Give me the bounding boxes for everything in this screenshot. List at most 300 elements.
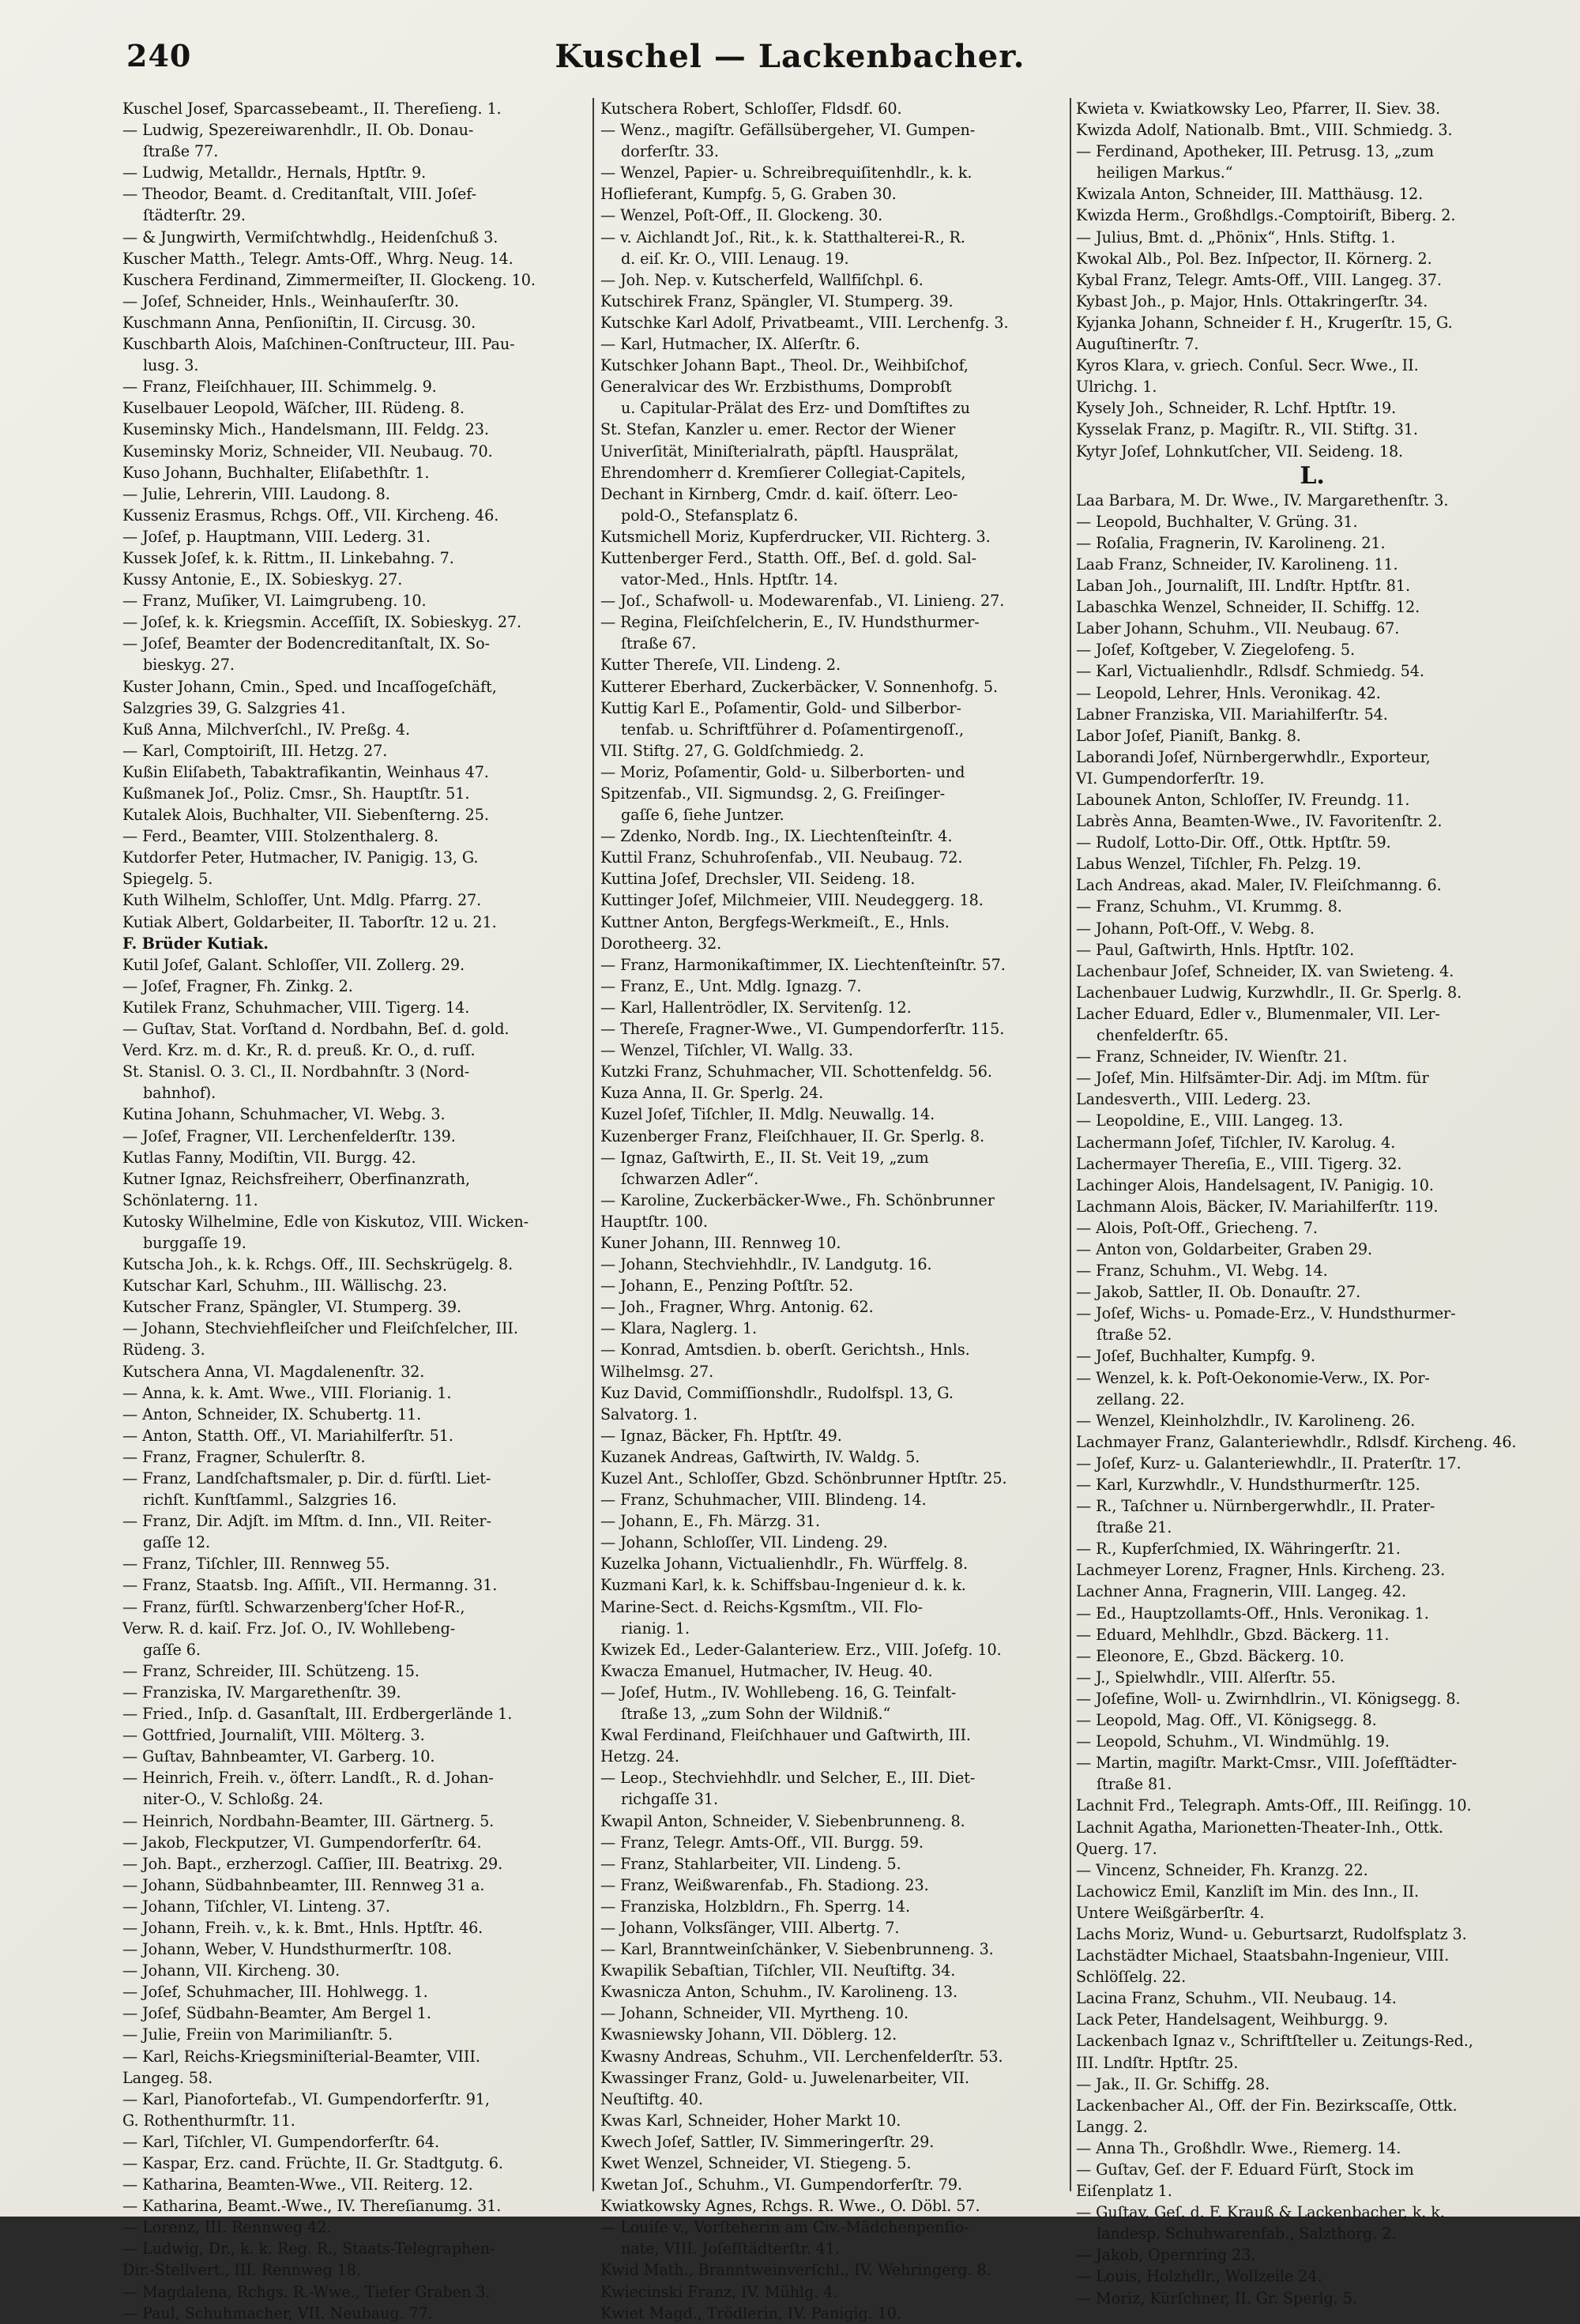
directory-entry: — Jakob, Fleckputzer, VI. Gumpendorferſtr. 64. bbox=[122, 1833, 482, 1852]
directory-entry: Kwacza Emanuel, Hutmacher, IV. Heug. 40. bbox=[600, 1661, 933, 1680]
directory-entry: — Leopold, Schuhm., VI. Windmühlg. 19. bbox=[1076, 1732, 1390, 1751]
directory-entry: — Moriz, Kürſchner, II. Gr. Sperlg. 5. bbox=[1076, 2288, 1357, 2307]
directory-entry: — Rudolf, Lotto-Dir. Off., Ottk. Hptſtr. 59. bbox=[1076, 833, 1391, 852]
directory-entry: Kutner Ignaz, Reichsfreiherr, Oberfinanzrath, bbox=[122, 1169, 471, 1188]
directory-entry: — Roſalia, Fragnerin, IV. Karolineng. 21. bbox=[1076, 533, 1386, 552]
directory-entry: Kußmanek Joſ., Poliz. Cmsr., Sh. Hauptſtr. 51. bbox=[122, 784, 470, 803]
directory-entry: Kuzanek Andreas, Gaſtwirth, IV. Waldg. 5. bbox=[600, 1447, 920, 1466]
directory-entry: — Joſef, Wichs- u. Pomade-Erz., V. Hundsthurmer- bbox=[1076, 1304, 1456, 1323]
directory-entry: — Joſef, Kurz- u. Galanteriewhdlr., II. Praterſtr. 17. bbox=[1076, 1453, 1462, 1472]
directory-entry: Spiegelg. 5. bbox=[122, 870, 213, 889]
directory-entry: Kuttil Franz, Schuhroſenfab., VII. Neubaug. 72. bbox=[600, 848, 963, 867]
directory-entry: Lacher Eduard, Edler v., Blumenmaler, VII. Ler- bbox=[1076, 1004, 1440, 1023]
directory-entry: — Franz, Tiſchler, III. Rennweg 55. bbox=[122, 1555, 390, 1574]
directory-entry: burggaſſe 19. bbox=[143, 1233, 246, 1252]
directory-entry: Kuzmani Karl, k. k. Schiffsbau-Ingenieur d. k. k. bbox=[600, 1576, 966, 1595]
column-1 bbox=[122, 98, 587, 2322]
directory-entry: Kwal Ferdinand, Fleiſchhauer und Gaſtwirth, III. bbox=[600, 1726, 971, 1745]
directory-entry: — Guſtav, Bahnbeamter, VI. Garberg. 10. bbox=[122, 1747, 435, 1766]
directory-entry: — Franz, Landſchaftsmaler, p. Dir. d. fürſtl. Liet- bbox=[122, 1469, 491, 1487]
directory-entry: — Karl, Hutmacher, IX. Alſerſtr. 6. bbox=[600, 335, 860, 354]
directory-entry: — Katharina, Beamten-Wwe., VII. Reiterg. 12. bbox=[122, 2175, 473, 2194]
directory-entry: Labaschka Wenzel, Schneider, II. Schiffg. 12. bbox=[1076, 598, 1420, 617]
directory-entry: — Franz, Muſiker, VI. Laimgrubeng. 10. bbox=[122, 592, 427, 611]
directory-entry: — Joh. Nep. v. Kutscherfeld, Wallfiſchpl. 6. bbox=[600, 270, 924, 289]
directory-entry: Hoflieferant, Kumpfg. 5, G. Graben 30. bbox=[600, 185, 897, 204]
directory-entry: Kutschke Karl Adolf, Privatbeamt., VIII. Lerchenfg. 3. bbox=[600, 313, 1009, 332]
directory-entry: — Louis, Holzhdlr., Wollzeile 24. bbox=[1076, 2267, 1322, 2286]
directory-entry: — Johann, Stechviehfleiſcher und Fleiſchſelcher, III. bbox=[122, 1319, 518, 1338]
directory-entry: — Karl, Tiſchler, VI. Gumpendorferſtr. 64. bbox=[122, 2132, 439, 2151]
directory-entry: Langg. 2. bbox=[1076, 2117, 1148, 2136]
directory-entry: ſtädterſtr. 29. bbox=[143, 206, 246, 225]
directory-entry: Laban Joh., Journaliſt, III. Lndſtr. Hptſtr. 81. bbox=[1076, 577, 1411, 596]
directory-entry: — Kaspar, Erz. cand. Früchte, II. Gr. Stadtgutg. 6. bbox=[122, 2154, 503, 2172]
directory-entry: gaſſe 12. bbox=[143, 1533, 210, 1552]
directory-entry: — Anton, Statth. Off., VI. Mariahilferſtr. 51. bbox=[122, 1426, 453, 1445]
directory-entry: Kutter Thereſe, VII. Lindeng. 2. bbox=[600, 656, 841, 675]
directory-entry: — Jakob, Sattler, II. Ob. Donauſtr. 27. bbox=[1076, 1283, 1361, 1302]
directory-entry: Kwizda Herm., Großhdlgs.-Comptoiriſt, Biberg. 2. bbox=[1076, 206, 1456, 225]
directory-entry: Kwiet Magd., Trödlerin, IV. Panigig. 10. bbox=[600, 2303, 901, 2322]
directory-entry: Kysely Joh., Schneider, R. Lchf. Hptſtr. 19. bbox=[1076, 399, 1397, 418]
directory-entry: L. bbox=[1300, 461, 1325, 490]
directory-entry: — Louiſe v., Vorſteherin am Civ.-Mädchenpenſio- bbox=[600, 2218, 969, 2237]
directory-entry: Kwizda Adolf, Nationalb. Bmt., VIII. Schmiedg. 3. bbox=[1076, 121, 1453, 140]
directory-entry: ſtraße 67. bbox=[621, 634, 697, 653]
directory-entry: — Anna, k. k. Amt. Wwe., VIII. Florianig. 1. bbox=[122, 1383, 452, 1402]
directory-entry: — Johann, Weber, V. Hundsthurmerſtr. 108. bbox=[122, 1940, 452, 1959]
directory-entry: — Ludwig, Spezereiwarenhdlr., II. Ob. Donau- bbox=[122, 121, 474, 140]
directory-entry: Kußin Eliſabeth, Tabaktrafikantin, Weinhaus 47. bbox=[122, 762, 489, 781]
directory-entry: Kuso Johann, Buchhalter, Eliſabethſtr. 1. bbox=[122, 463, 430, 482]
directory-entry: Kuseminsky Moriz, Schneider, VII. Neubaug. 70. bbox=[122, 442, 493, 461]
directory-entry: tenfab. u. Schriftführer d. Poſamentirgenoſſ., bbox=[621, 720, 964, 739]
directory-entry: Kuschera Ferdinand, Zimmermeiſter, II. Glockeng. 10. bbox=[122, 270, 536, 289]
directory-entry: — J., Spielwhdlr., VIII. Alſerſtr. 55. bbox=[1076, 1668, 1336, 1687]
directory-entry: Lachs Moriz, Wund- u. Geburtsarzt, Rudolfsplatz 3. bbox=[1076, 1924, 1467, 1943]
directory-entry: bahnhof). bbox=[143, 1084, 216, 1103]
directory-entry: Kwet Wenzel, Schneider, VI. Stiegeng. 5. bbox=[600, 2154, 912, 2172]
directory-entry: — Joſef, Min. Hilfsämter-Dir. Adj. im Mſtm. für bbox=[1076, 1069, 1429, 1088]
directory-entry: — Johann, VII. Kircheng. 30. bbox=[122, 1961, 340, 1980]
directory-entry: Kutilek Franz, Schuhmacher, VIII. Tigerg. 14. bbox=[122, 998, 470, 1017]
directory-entry: ſtraße 52. bbox=[1097, 1326, 1172, 1344]
directory-entry: — Karl, Pianofortefab., VI. Gumpendorferſtr. 91, bbox=[122, 2089, 490, 2108]
directory-entry: — Franz, Staatsb. Ing. Aſſiſt., VII. Hermanng. 31. bbox=[122, 1576, 498, 1595]
directory-entry: Lackenbach Ignaz v., Schriftſteller u. Zeitungs-Red., bbox=[1076, 2032, 1473, 2051]
directory-entry: — Gottfried, Journaliſt, VIII. Mölterg. 3. bbox=[122, 1726, 425, 1745]
directory-entry: St. Stanisl. O. 3. Cl., II. Nordbahnſtr. 3 (Nord- bbox=[122, 1062, 470, 1081]
directory-entry: — Joſ., Schafwoll- u. Modewarenfab., VI. Linieng. 27. bbox=[600, 592, 1005, 611]
directory-entry: — Moriz, Poſamentir, Gold- u. Silberborten- und bbox=[600, 762, 965, 781]
directory-entry: — Joſef, Beamter der Bodencreditanſtalt, IX. So- bbox=[122, 634, 490, 653]
directory-entry: — Franz, Schneider, IV. Wienſtr. 21. bbox=[1076, 1047, 1348, 1066]
directory-entry: — Wenzel, Kleinholzhdlr., IV. Karolineng. 26. bbox=[1076, 1411, 1416, 1430]
directory-entry: — Joſef, Hutm., IV. Wohllebeng. 16, G. Teinfalt- bbox=[600, 1683, 957, 1702]
directory-entry: — Paul, Gaſtwirth, Hnls. Hptſtr. 102. bbox=[1076, 940, 1355, 959]
directory-entry: Kutalek Alois, Buchhalter, VII. Siebenſterng. 25. bbox=[122, 806, 489, 825]
directory-entry: — Joſef, Schuhmacher, III. Hohlwegg. 1. bbox=[122, 1983, 428, 2002]
directory-entry: Salzgries 39, G. Salzgries 41. bbox=[122, 698, 346, 717]
directory-entry: — Fried., Inſp. d. Gasanſtalt, III. Erdbergerlände 1. bbox=[122, 1705, 513, 1724]
directory-entry: Kwiecinski Franz, IV. Mühlg. 4. bbox=[600, 2282, 838, 2301]
directory-entry: Hetzg. 24. bbox=[600, 1747, 679, 1766]
directory-entry: — Leopold, Buchhalter, V. Grüng. 31. bbox=[1076, 512, 1358, 531]
directory-entry: — Leop., Stechviehhdlr. und Selcher, E., III. Diet- bbox=[600, 1769, 976, 1788]
directory-entry: Langeg. 58. bbox=[122, 2068, 213, 2087]
directory-entry: Kuschbarth Alois, Maſchinen-Conſtructeur, III. Pau- bbox=[122, 335, 515, 354]
directory-entry: d. eiſ. Kr. O., VIII. Lenaug. 19. bbox=[621, 249, 849, 268]
directory-entry: Dechant in Kirnberg, Cmdr. d. kaiſ. öſterr. Leo- bbox=[600, 484, 958, 503]
directory-entry: — Ignaz, Gaſtwirth, E., II. St. Veit 19, „zum bbox=[600, 1148, 929, 1167]
directory-entry: — Konrad, Amtsdien. b. oberſt. Gerichtsh., Hnls. bbox=[600, 1341, 970, 1359]
directory-entry: Schönlaterng. 11. bbox=[122, 1190, 258, 1209]
directory-entry: Kwapilik Sebaſtian, Tiſchler, VII. Neuſtiftg. 34. bbox=[600, 1961, 956, 1980]
directory-entry: Lachner Anna, Fragnerin, VIII. Langeg. 42. bbox=[1076, 1582, 1407, 1601]
directory-entry: Kuzel Joſef, Tiſchler, II. Mdlg. Neuwallg. 14. bbox=[600, 1105, 935, 1124]
directory-entry: gaſſe 6, ſiehe Juntzer. bbox=[621, 806, 784, 825]
directory-entry: Landesverth., VIII. Lederg. 23. bbox=[1076, 1090, 1311, 1109]
directory-entry: — Leopoldine, E., VIII. Langeg. 13. bbox=[1076, 1111, 1344, 1130]
directory-entry: Kyjanka Johann, Schneider f. H., Krugerſtr. 15, G. bbox=[1076, 313, 1453, 332]
directory-entry: — Johann, E., Fh. Märzg. 31. bbox=[600, 1512, 820, 1531]
directory-entry: G. Rothenthurmſtr. 11. bbox=[122, 2111, 295, 2130]
directory-entry: Labounek Anton, Schloſſer, IV. Freundg. 11. bbox=[1076, 791, 1410, 809]
directory-entry: richſt. Kunſtſamml., Salzgries 16. bbox=[143, 1491, 397, 1510]
directory-entry: Kutscher Franz, Spängler, VI. Stumperg. 39. bbox=[122, 1298, 461, 1317]
directory-entry: — Karl, Branntweinſchänker, V. Siebenbrunneng. 3. bbox=[600, 1940, 994, 1959]
directory-entry: Querg. 17. bbox=[1076, 1839, 1157, 1858]
directory-entry: Kuscher Matth., Telegr. Amts-Off., Whrg. Neug. 14. bbox=[122, 249, 514, 268]
directory-entry: — Theodor, Beamt. d. Creditanſtalt, VIII. Joſef- bbox=[122, 185, 476, 204]
directory-entry: Lackenbacher Al., Off. der Fin. Bezirkscaſſe, Ottk. bbox=[1076, 2096, 1458, 2115]
directory-entry: ſchwarzen Adler“. bbox=[621, 1169, 759, 1188]
page-number: 240 bbox=[126, 38, 192, 73]
directory-entry: Labner Franziska, VII. Mariahilferſtr. 54. bbox=[1076, 705, 1388, 724]
directory-entry: Kutschera Robert, Schloſſer, Fldsdf. 60. bbox=[600, 100, 902, 118]
directory-entry: Kuzel Ant., Schloſſer, Gbzd. Schönbrunner Hptſtr. 25. bbox=[600, 1469, 1007, 1487]
directory-entry: — Katharina, Beamt.-Wwe., IV. Thereſianumg. 31. bbox=[122, 2197, 502, 2216]
directory-entry: bieskyg. 27. bbox=[143, 656, 235, 675]
directory-entry: Kuster Johann, Cmin., Sped. und Incaſſogeſchäft, bbox=[122, 677, 497, 696]
directory-entry: — Ferd., Beamter, VIII. Stolzenthalerg. 8. bbox=[122, 827, 438, 846]
column-divider bbox=[592, 98, 594, 2191]
directory-entry: — Heinrich, Nordbahn-Beamter, III. Gärtnerg. 5. bbox=[122, 1811, 495, 1830]
directory-entry: Lachmayer Franz, Galanteriewhdlr., Rdlsdf. Kircheng. 46. bbox=[1076, 1432, 1517, 1451]
directory-entry: — Franz, Fragner, Schulerſtr. 8. bbox=[122, 1447, 366, 1466]
directory-entry: Kuselbauer Leopold, Wäſcher, III. Rüdeng. 8. bbox=[122, 399, 465, 418]
directory-entry: — Julius, Bmt. d. „Phönix“, Hnls. Stiftg. 1. bbox=[1076, 228, 1396, 246]
directory-entry: — Franz, Schuhmacher, VIII. Blindeng. 14. bbox=[600, 1491, 927, 1510]
directory-entry: vator-Med., Hnls. Hptſtr. 14. bbox=[621, 570, 838, 589]
directory-entry: Kutiak Albert, Goldarbeiter, II. Taborſtr. 12 u. 21. bbox=[122, 912, 497, 931]
directory-entry: Univerſität, Miniſterialrath, päpſtl. Hausprälat, bbox=[600, 442, 959, 461]
directory-entry: — Julie, Lehrerin, VIII. Laudong. 8. bbox=[122, 484, 390, 503]
directory-entry: Lacina Franz, Schuhm., VII. Neubaug. 14. bbox=[1076, 1989, 1397, 2008]
directory-entry: — Joſef, k. k. Kriegsmin. Acceſſiſt, IX. Sobieskyg. 27. bbox=[122, 613, 522, 632]
directory-entry: — v. Aichlandt Joſ., Rit., k. k. Statthalterei-R., R. bbox=[600, 228, 965, 246]
directory-entry: — Guſtav, Geſ. der F. Eduard Fürſt, Stock im bbox=[1076, 2160, 1414, 2179]
directory-entry: lusg. 3. bbox=[143, 356, 199, 375]
directory-entry: — Franz, Harmonikaſtimmer, IX. Liechtenſteinſtr. 57. bbox=[600, 955, 1006, 974]
directory-entry: Kwasny Andreas, Schuhm., VII. Lerchenfelderſtr. 53. bbox=[600, 2047, 1003, 2066]
directory-entry: dorferſtr. 33. bbox=[621, 142, 719, 161]
directory-entry: — Ferdinand, Apotheker, III. Petrusg. 13, „zum bbox=[1076, 142, 1435, 161]
directory-entry: — Johann, Freih. v., k. k. Bmt., Hnls. Hptſtr. 46. bbox=[122, 1918, 483, 1937]
directory-entry: Kuzenberger Franz, Fleiſchhauer, II. Gr. Sperlg. 8. bbox=[600, 1126, 985, 1145]
directory-entry: Kuz David, Commiſſionshdlr., Rudolfspl. 13, G. bbox=[600, 1383, 954, 1402]
directory-entry: Kysselak Franz, p. Magiſtr. R., VII. Stiftg. 31. bbox=[1076, 420, 1418, 439]
directory-entry: — Anton, Schneider, IX. Schubertg. 11. bbox=[122, 1405, 422, 1423]
directory-entry: ſtraße 81. bbox=[1097, 1775, 1172, 1794]
directory-entry: — Franz, E., Unt. Mdlg. Ignazg. 7. bbox=[600, 976, 862, 995]
directory-entry: Lack Peter, Handelsagent, Weihburgg. 9. bbox=[1076, 2010, 1388, 2029]
directory-entry: Labor Joſef, Pianiſt, Bankg. 8. bbox=[1076, 726, 1301, 745]
directory-entry: — Guſtav, Geſ. d. F. Krauß & Lackenbacher, k. k. bbox=[1076, 2203, 1445, 2222]
directory-entry: — Franz, Schreider, III. Schützeng. 15. bbox=[122, 1661, 419, 1680]
directory-entry: — Franz, Telegr. Amts-Off., VII. Burgg. 59. bbox=[600, 1833, 924, 1852]
directory-entry: Kwapil Anton, Schneider, V. Siebenbrunneng. 8. bbox=[600, 1811, 965, 1830]
directory-entry: — Franz, fürſtl. Schwarzenberg'ſcher Hof-R., bbox=[122, 1597, 465, 1616]
directory-entry: Generalvicar des Wr. Erzbisthums, Domprobſt bbox=[600, 378, 952, 397]
directory-entry: — Joſef, p. Hauptmann, VIII. Lederg. 31. bbox=[122, 527, 431, 546]
directory-entry: Kuschel Josef, Sparcassebeamt., II. Thereſieng. 1. bbox=[122, 100, 502, 118]
directory-entry: Laborandi Joſef, Nürnbergerwhdlr., Exporteur, bbox=[1076, 747, 1431, 766]
directory-entry: — Joſef, Südbahn-Beamter, Am Bergel 1. bbox=[122, 2004, 431, 2023]
directory-entry: — Joſef, Fragner, Fh. Zinkg. 2. bbox=[122, 976, 353, 995]
directory-entry: Lachmann Alois, Bäcker, IV. Mariahilferſtr. 119. bbox=[1076, 1197, 1439, 1216]
directory-entry: — Eleonore, E., Gbzd. Bäckerg. 10. bbox=[1076, 1646, 1345, 1665]
directory-entry: Kuttenberger Ferd., Statth. Off., Beſ. d. gold. Sal- bbox=[600, 548, 977, 567]
directory-entry: — Joh. Bapt., erzherzogl. Caſſier, III. Beatrixg. 29. bbox=[122, 1854, 503, 1873]
directory-entry: — Franz, Weißwarenfab., Fh. Stadiong. 23. bbox=[600, 1875, 929, 1894]
directory-entry: — Karl, Victualienhdlr., Rdlsdf. Schmiedg. 54. bbox=[1076, 662, 1424, 681]
directory-entry: Lachenbaur Joſef, Schneider, IX. van Swieteng. 4. bbox=[1076, 961, 1454, 980]
directory-entry: — Martin, magiſtr. Markt-Cmsr., VIII. Joſefſtädter- bbox=[1076, 1754, 1457, 1773]
directory-entry: Kwieta v. Kwiatkowsky Leo, Pfarrer, II. Siev. 38. bbox=[1076, 100, 1440, 118]
directory-entry: — Franz, Fleiſchhauer, III. Schimmelg. 9. bbox=[122, 378, 437, 397]
directory-entry: Kuzelka Johann, Victualienhdlr., Fh. Würffelg. 8. bbox=[600, 1555, 968, 1574]
directory-entry: gaſſe 6. bbox=[143, 1640, 201, 1659]
directory-entry: — R., Taſchner u. Nürnbergerwhdlr., II. Prater- bbox=[1076, 1497, 1435, 1516]
directory-entry: Kuth Wilhelm, Schloſſer, Unt. Mdlg. Pfarrg. 27. bbox=[122, 891, 482, 910]
directory-entry: Kutlas Fanny, Modiſtin, VII. Burgg. 42. bbox=[122, 1148, 416, 1167]
directory-entry: Ulrichg. 1. bbox=[1076, 378, 1157, 397]
directory-entry: — Franz, Schuhm., VI. Krummg. 8. bbox=[1076, 897, 1342, 916]
directory-entry: — Joſef, Koſtgeber, V. Ziegelofeng. 5. bbox=[1076, 641, 1355, 660]
directory-entry: — Magdalena, Rchgs. R.-Wwe., Tiefer Graben 3. bbox=[122, 2282, 491, 2301]
directory-entry: Kussy Antonie, E., IX. Sobieskyg. 27. bbox=[122, 570, 403, 589]
directory-entry: VII. Stiftg. 27, G. Goldſchmiedg. 2. bbox=[600, 741, 864, 760]
directory-entry: Lach Andreas, akad. Maler, IV. Fleiſchmanng. 6. bbox=[1076, 876, 1442, 895]
directory-entry: ſtraße 21. bbox=[1097, 1518, 1172, 1537]
directory-entry: — Wenzel, k. k. Poſt-Oekonomie-Verw., IX. Por- bbox=[1076, 1368, 1430, 1387]
directory-entry: Kwasniewsky Johann, VII. Döblerg. 12. bbox=[600, 2025, 897, 2044]
directory-entry: Lachermayer Thereſia, E., VIII. Tigerg. 32. bbox=[1076, 1154, 1402, 1173]
directory-entry: — Ignaz, Bäcker, Fh. Hptſtr. 49. bbox=[600, 1426, 842, 1445]
directory-entry: richgaſſe 31. bbox=[621, 1790, 719, 1809]
directory-entry: Kutterer Eberhard, Zuckerbäcker, V. Sonnenhofg. 5. bbox=[600, 677, 999, 696]
directory-entry: — Paul, Schuhmacher, VII. Neubaug. 77. bbox=[122, 2303, 433, 2322]
column-2 bbox=[600, 98, 1066, 2322]
directory-entry: Kutzki Franz, Schuhmacher, VII. Schottenfeldg. 56. bbox=[600, 1062, 992, 1081]
directory-entry: Lachermann Joſef, Tiſchler, IV. Karolug. 4. bbox=[1076, 1133, 1396, 1152]
directory-entry: Kutil Joſef, Galant. Schloſſer, VII. Zollerg. 29. bbox=[122, 955, 465, 974]
directory-entry: — Johann, Schneider, VII. Myrtheng. 10. bbox=[600, 2004, 908, 2023]
directory-entry: Kutscha Joh., k. k. Rchgs. Off., III. Sechskrügelg. 8. bbox=[122, 1255, 514, 1274]
directory-entry: rianig. 1. bbox=[621, 1619, 690, 1638]
directory-entry: Kutina Johann, Schuhmacher, VI. Webg. 3. bbox=[122, 1105, 446, 1124]
directory-entry: — Anton von, Goldarbeiter, Graben 29. bbox=[1076, 1239, 1373, 1258]
directory-entry: Schlöſſelg. 22. bbox=[1076, 1968, 1187, 1987]
directory-entry: — & Jungwirth, Vermiſchtwhdlg., Heidenſchuß 3. bbox=[122, 228, 498, 246]
directory-entry: Kusseniz Erasmus, Rchgs. Off., VII. Kircheng. 46. bbox=[122, 506, 499, 525]
directory-entry: nate, VIII. Joſefſtädterſtr. 41. bbox=[621, 2239, 840, 2258]
directory-entry: — Heinrich, Freih. v., öſterr. Landſt., R. d. Johan- bbox=[122, 1769, 494, 1788]
directory-entry: — Wenzel, Tiſchler, VI. Wallg. 33. bbox=[600, 1041, 853, 1060]
directory-entry: Kutschker Johann Bapt., Theol. Dr., Weihbiſchof, bbox=[600, 356, 969, 375]
directory-entry: — Jakob, Opernring 23. bbox=[1076, 2246, 1256, 2265]
directory-entry: — Johann, Volksſänger, VIII. Albertg. 7. bbox=[600, 1918, 900, 1937]
directory-entry: Dir.-Stellvert., III. Rennweg 18. bbox=[122, 2261, 361, 2280]
directory-entry: Kuner Johann, III. Rennweg 10. bbox=[600, 1233, 841, 1252]
directory-entry: Lachstädter Michael, Staatsbahn-Ingenieur, VIII. bbox=[1076, 1946, 1450, 1965]
directory-entry: — Johann, Poſt-Off., V. Webg. 8. bbox=[1076, 919, 1315, 938]
directory-entry: Lachowicz Emil, Kanzliſt im Min. des Inn., II. bbox=[1076, 1882, 1420, 1901]
directory-entry: Kuschmann Anna, Penſioniſtin, II. Circusg. 30. bbox=[122, 313, 476, 332]
directory-entry: — R., Kupferſchmied, IX. Währingerſtr. 21. bbox=[1076, 1540, 1401, 1559]
directory-entry: Lachnit Agatha, Marionetten-Theater-Inh., Ottk. bbox=[1076, 1818, 1443, 1837]
directory-entry: — Eduard, Mehlhdlr., Gbzd. Bäckerg. 11. bbox=[1076, 1625, 1390, 1644]
directory-entry: — Julie, Freiin von Marimilianſtr. 5. bbox=[122, 2025, 393, 2044]
column-3 bbox=[1076, 98, 1548, 2307]
directory-entry: — Ed., Hauptzollamts-Off., Hnls. Veronikag. 1. bbox=[1076, 1604, 1429, 1623]
directory-entry: Eiſenplatz 1. bbox=[1076, 2182, 1172, 2201]
directory-entry: Kwech Joſef, Sattler, IV. Simmeringerſtr. 29. bbox=[600, 2132, 935, 2151]
column-divider bbox=[1070, 98, 1071, 2191]
directory-entry: Lachnit Frd., Telegraph. Amts-Off., III. Reiſingg. 10. bbox=[1076, 1796, 1472, 1815]
directory-entry: — Karl, Kurzwhdlr., V. Hundsthurmerſtr. 125. bbox=[1076, 1476, 1420, 1494]
directory-entry: Labus Wenzel, Tiſchler, Fh. Pelzg. 19. bbox=[1076, 855, 1362, 874]
directory-entry: Laa Barbara, M. Dr. Wwe., IV. Margarethenſtr. 3. bbox=[1076, 491, 1449, 510]
directory-entry: — Zdenko, Nordb. Ing., IX. Liechtenſteinſtr. 4. bbox=[600, 827, 953, 846]
directory-entry: u. Capitular-Prälat des Erz- und Domſtiftes zu bbox=[621, 399, 970, 418]
directory-entry: Kytyr Joſef, Lohnkutſcher, VII. Seideng. 18. bbox=[1076, 442, 1404, 461]
directory-entry: Labrès Anna, Beamten-Wwe., IV. Favoritenſtr. 2. bbox=[1076, 812, 1443, 831]
directory-entry: — Karl, Reichs-Kriegsminiſterial-Beamter, VIII. bbox=[122, 2047, 480, 2066]
directory-entry: — Karoline, Zuckerbäcker-Wwe., Fh. Schönbrunner bbox=[600, 1190, 995, 1209]
directory-entry: Kutdorfer Peter, Hutmacher, IV. Panigig. 13, G. bbox=[122, 848, 479, 867]
directory-entry: F. Brüder Kutiak. bbox=[122, 934, 269, 953]
directory-entry: Kutschar Karl, Schuhm., III. Wällischg. 23. bbox=[122, 1277, 447, 1295]
directory-entry: Kyros Klara, v. griech. Conſul. Secr. Wwe., II. bbox=[1076, 356, 1419, 375]
directory-entry: — Ludwig, Dr., k. k. Reg. R., Staats-Telegraphen- bbox=[122, 2239, 495, 2258]
directory-entry: Wilhelmsg. 27. bbox=[600, 1362, 714, 1381]
directory-entry: Auguſtinerſtr. 7. bbox=[1076, 335, 1199, 354]
directory-entry: — Joſef, Fragner, VII. Lerchenfelderſtr. 139. bbox=[122, 1126, 456, 1145]
directory-entry: Lachmeyer Lorenz, Fragner, Hnls. Kircheng. 23. bbox=[1076, 1561, 1446, 1580]
directory-entry: — Franz, Schuhm., VI. Webg. 14. bbox=[1076, 1262, 1328, 1280]
directory-entry: Kutosky Wilhelmine, Edle von Kiskutoz, VIII. Wicken- bbox=[122, 1212, 529, 1231]
directory-entry: — Franz, Stahlarbeiter, VII. Lindeng. 5. bbox=[600, 1854, 901, 1873]
directory-entry: — Johann, Tiſchler, VI. Linteng. 37. bbox=[122, 1897, 390, 1916]
directory-entry: Kwizala Anton, Schneider, III. Matthäusg. 12. bbox=[1076, 185, 1424, 204]
directory-entry: Kussek Joſef, k. k. Rittm., II. Linkebahng. 7. bbox=[122, 548, 454, 567]
directory-entry: — Thereſe, Fragner-Wwe., VI. Gumpendorferſtr. 115. bbox=[600, 1020, 1005, 1039]
directory-entry: Kuß Anna, Milchverſchl., IV. Preßg. 4. bbox=[122, 720, 410, 739]
directory-entry: — Alois, Poſt-Off., Griecheng. 7. bbox=[1076, 1218, 1318, 1237]
directory-entry: — Lorenz, III. Rennweg 42. bbox=[122, 2218, 332, 2237]
directory-entry: — Franz, Dir. Adjſt. im Mſtm. d. Inn., VII. Reiter- bbox=[122, 1512, 491, 1531]
directory-entry: Kuseminsky Mich., Handelsmann, III. Feldg. 23. bbox=[122, 420, 489, 439]
directory-entry: chenfelderſtr. 65. bbox=[1097, 1026, 1229, 1045]
directory-entry: Laber Johann, Schuhm., VII. Neubaug. 67. bbox=[1076, 619, 1400, 638]
directory-entry: St. Stefan, Kanzler u. emer. Rector der Wiener bbox=[600, 420, 956, 439]
directory-entry: — Guſtav, Stat. Vorſtand d. Nordbahn, Beſ. d. gold. bbox=[122, 1020, 510, 1039]
directory-entry: Kwasnicza Anton, Schuhm., IV. Karolineng. 13. bbox=[600, 1983, 958, 2002]
directory-entry: Kwas Karl, Schneider, Hoher Markt 10. bbox=[600, 2111, 901, 2130]
directory-entry: — Johann, E., Penzing Poſtſtr. 52. bbox=[600, 1277, 853, 1295]
directory-entry: Kuttig Karl E., Poſamentir, Gold- und Silberbor- bbox=[600, 698, 961, 717]
directory-entry: Kuza Anna, II. Gr. Sperlg. 24. bbox=[600, 1084, 824, 1103]
directory-entry: — Joſef, Buchhalter, Kumpfg. 9. bbox=[1076, 1347, 1315, 1366]
directory-entry: Dorotheerg. 32. bbox=[600, 934, 722, 953]
directory-entry: — Johann, Schloſſer, VII. Lindeng. 29. bbox=[600, 1533, 888, 1552]
directory-entry: Hauptſtr. 100. bbox=[600, 1212, 708, 1231]
directory-entry: — Regina, Fleiſchſelcherin, E., IV. Hundsthurmer- bbox=[600, 613, 980, 632]
directory-entry: Laab Franz, Schneider, IV. Karolineng. 11. bbox=[1076, 555, 1398, 573]
directory-entry: niter-O., V. Schloßg. 24. bbox=[143, 1790, 324, 1809]
directory-entry: Kwid Math., Branntweinverſchl., IV. Wehringerg. 8. bbox=[600, 2261, 991, 2280]
directory-entry: VI. Gumpendorferſtr. 19. bbox=[1076, 769, 1265, 788]
directory-entry: zellang. 22. bbox=[1097, 1390, 1185, 1408]
directory-entry: Kwassinger Franz, Gold- u. Juwelenarbeiter, VII. bbox=[600, 2068, 970, 2087]
directory-entry: Kuttner Anton, Bergfegs-Werkmeiſt., E., Hnls. bbox=[600, 912, 950, 931]
directory-entry: — Joſef, Schneider, Hnls., Weinhauſerſtr. 30. bbox=[122, 291, 459, 310]
directory-entry: Kybal Franz, Telegr. Amts-Off., VIII. Langeg. 37. bbox=[1076, 270, 1442, 289]
directory-entry: Kutsmichell Moriz, Kupferdrucker, VII. Richterg. 3. bbox=[600, 527, 991, 546]
directory-entry: — Wenz., magiſtr. Gefällsübergeher, VI. Gumpen- bbox=[600, 121, 976, 140]
directory-entry: — Joh., Fragner, Whrg. Antonig. 62. bbox=[600, 1298, 874, 1317]
directory-entry: Neuſtiftg. 40. bbox=[600, 2089, 703, 2108]
directory-entry: Ehrendomherr d. Kremſierer Collegiat-Capitels, bbox=[600, 463, 966, 482]
directory-entry: — Klara, Naglerg. 1. bbox=[600, 1319, 757, 1338]
directory-entry: Kwizek Ed., Leder-Galanteriew. Erz., VIII. Joſefg. 10. bbox=[600, 1640, 1002, 1659]
directory-entry: Lachinger Alois, Handelsagent, IV. Panigig. 10. bbox=[1076, 1175, 1434, 1194]
directory-entry: ſtraße 13, „zum Sohn der Wildniß.“ bbox=[621, 1705, 891, 1724]
directory-entry: Rüdeng. 3. bbox=[122, 1341, 205, 1359]
directory-entry: Kuttinger Joſef, Milchmeier, VIII. Neudeggerg. 18. bbox=[600, 891, 984, 910]
directory-entry: — Johann, Stechviehhdlr., IV. Landgutg. 16. bbox=[600, 1255, 932, 1274]
directory-entry: Untere Weißgärberſtr. 4. bbox=[1076, 1903, 1265, 1922]
directory-entry: Verw. R. d. kaiſ. Frz. Joſ. O., IV. Wohllebeng- bbox=[122, 1619, 456, 1638]
directory-entry: Salvatorg. 1. bbox=[600, 1405, 698, 1423]
directory-entry: Kuttina Joſef, Drechsler, VII. Seideng. 18. bbox=[600, 870, 916, 889]
directory-entry: ſtraße 77. bbox=[143, 142, 219, 161]
page-header bbox=[0, 38, 1580, 82]
directory-entry: — Leopold, Mag. Off., VI. Königsegg. 8. bbox=[1076, 1711, 1377, 1730]
directory-entry: Kybast Joh., p. Major, Hnls. Ottakringerſtr. 34. bbox=[1076, 291, 1428, 310]
running-head: Kuschel — Lackenbacher. bbox=[555, 38, 1025, 75]
directory-entry: — Franziska, Holzbldrn., Fh. Sperrg. 14. bbox=[600, 1897, 910, 1916]
directory-entry: — Ludwig, Metalldr., Hernals, Hptſtr. 9. bbox=[122, 164, 427, 182]
directory-entry: — Leopold, Lehrer, Hnls. Veronikag. 42. bbox=[1076, 683, 1381, 702]
directory-entry: Spitzenfab., VII. Sigmundsg. 2, G. Freiſinger- bbox=[600, 784, 946, 803]
directory-entry: — Joſefine, Woll- u. Zwirnhdlrin., VI. Königsegg. 8. bbox=[1076, 1689, 1461, 1708]
directory-entry: — Karl, Comptoiriſt, III. Hetzg. 27. bbox=[122, 741, 388, 760]
directory-entry: III. Lndſtr. Hptſtr. 25. bbox=[1076, 2053, 1239, 2072]
